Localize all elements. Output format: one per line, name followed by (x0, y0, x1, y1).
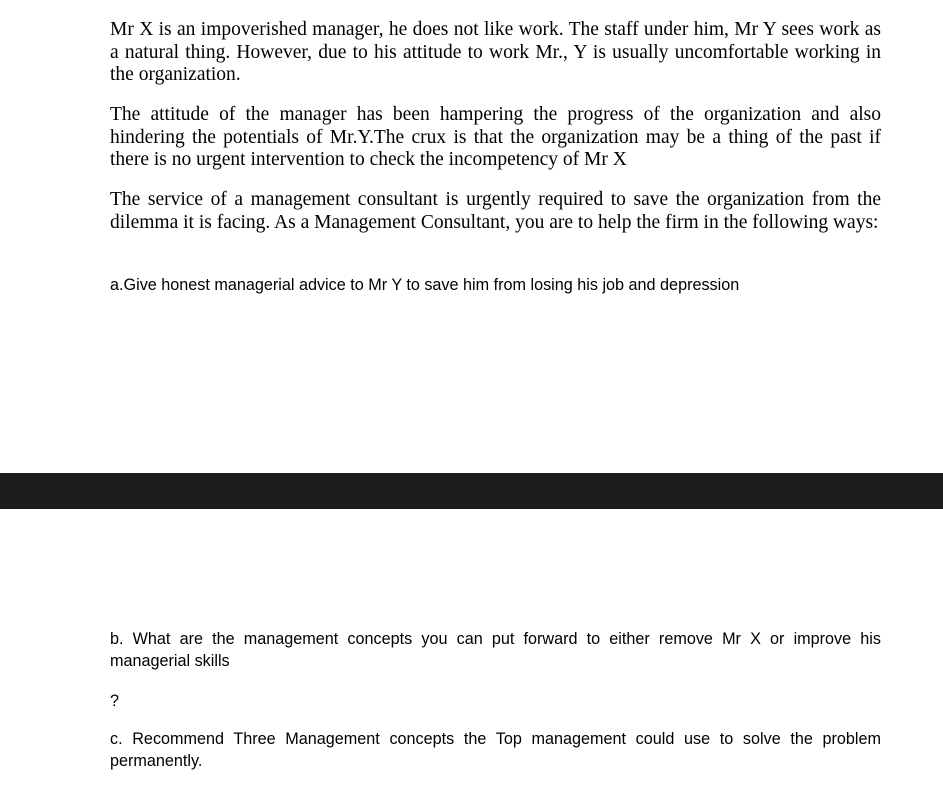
question-mark: ? (110, 692, 120, 710)
question-b: b. What are the management concepts you can put forward to either remove Mr X or improve his managerial skills (110, 630, 881, 670)
question-a: a.Give honest managerial advice to Mr Y to save him from losing his job and depression (110, 276, 740, 294)
intro-paragraph: Mr X is an impoverished manager, he does not like work. The staff under him, Mr Y sees work as a natural thing. However, due to his attitude to work Mr., Y is usually uncomfortable working in the organization. (110, 19, 881, 86)
consultant-paragraph: The service of a management consultant is urgently required to save the organization from the dilemma it is facing. As a Management Consultant, you are to help the firm in the following ways: (110, 189, 881, 233)
problem-paragraph: The attitude of the manager has been hampering the progress of the organization and also hindering the potentials of Mr.Y.The crux is that the organization may be a thing of the past if there is no urgent intervention to check the incompetency of Mr X (110, 104, 881, 171)
page-divider-band (0, 473, 943, 509)
question-c: c. Recommend Three Management concepts the Top management could use to solve the problem permanently. (110, 730, 881, 770)
